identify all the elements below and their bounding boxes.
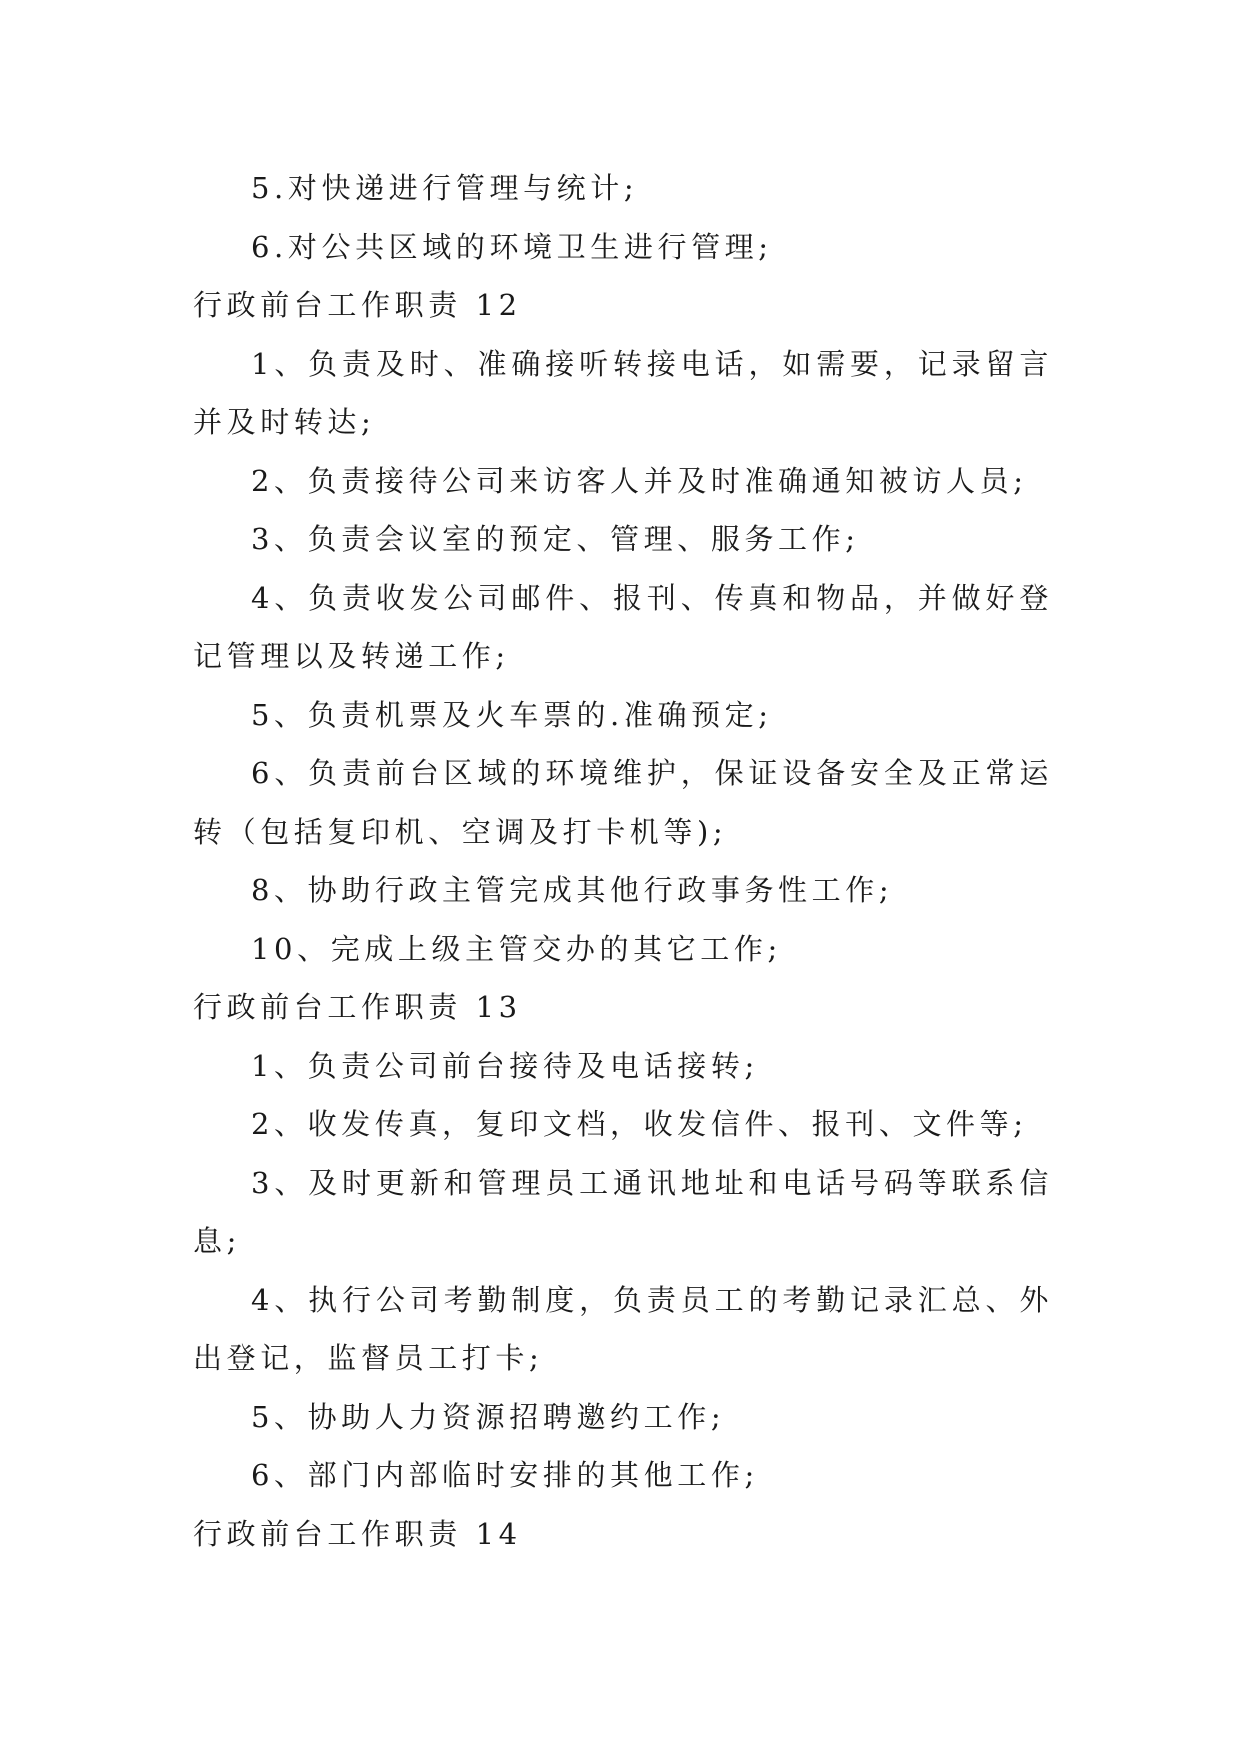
list-item: 3、及时更新和管理员工通讯地址和电话号码等联系信息; xyxy=(193,1165,1053,1258)
section-heading: 行政前台工作职责 12 xyxy=(193,288,522,322)
list-item: 2、收发传真，复印文档，收发信件、报刊、文件等; xyxy=(251,1107,1028,1141)
list-item: 2、负责接待公司来访客人并及时准确通知被访人员; xyxy=(251,463,1028,498)
list-item: 10、完成上级主管交办的其它工作; xyxy=(251,931,782,966)
document-body xyxy=(193,159,1053,1563)
list-item: 5.对快递进行管理与统计; xyxy=(251,171,639,205)
section-heading: 行政前台工作职责 13 xyxy=(193,990,522,1024)
section-heading: 行政前台工作职责 14 xyxy=(193,1516,522,1551)
list-item: 4、负责收发公司邮件、报刊、传真和物品，并做好登记管理以及转递工作; xyxy=(193,580,1053,673)
list-item: 6、部门内部临时安排的其他工作; xyxy=(251,1458,759,1492)
list-item: 1、负责公司前台接待及电话接转; xyxy=(251,1048,759,1083)
list-item: 5、负责机票及火车票的.准确预定; xyxy=(251,697,773,732)
list-item: 1、负责及时、准确接听转接电话，如需要，记录留言并及时转达; xyxy=(193,346,1053,439)
list-item: 3、负责会议室的预定、管理、服务工作; xyxy=(251,522,860,556)
list-item: 5、协助人力资源招聘邀约工作; xyxy=(251,1399,726,1434)
list-item: 6.对公共区域的环境卫生进行管理; xyxy=(251,229,773,264)
list-item: 6、负责前台区域的环境维护，保证设备安全及正常运转（包括复印机、空调及打卡机等); xyxy=(193,756,1053,849)
list-item: 8、协助行政主管完成其他行政事务性工作; xyxy=(251,873,894,907)
list-item: 4、执行公司考勤制度，负责员工的考勤记录汇总、外出登记，监督员工打卡; xyxy=(193,1282,1053,1375)
